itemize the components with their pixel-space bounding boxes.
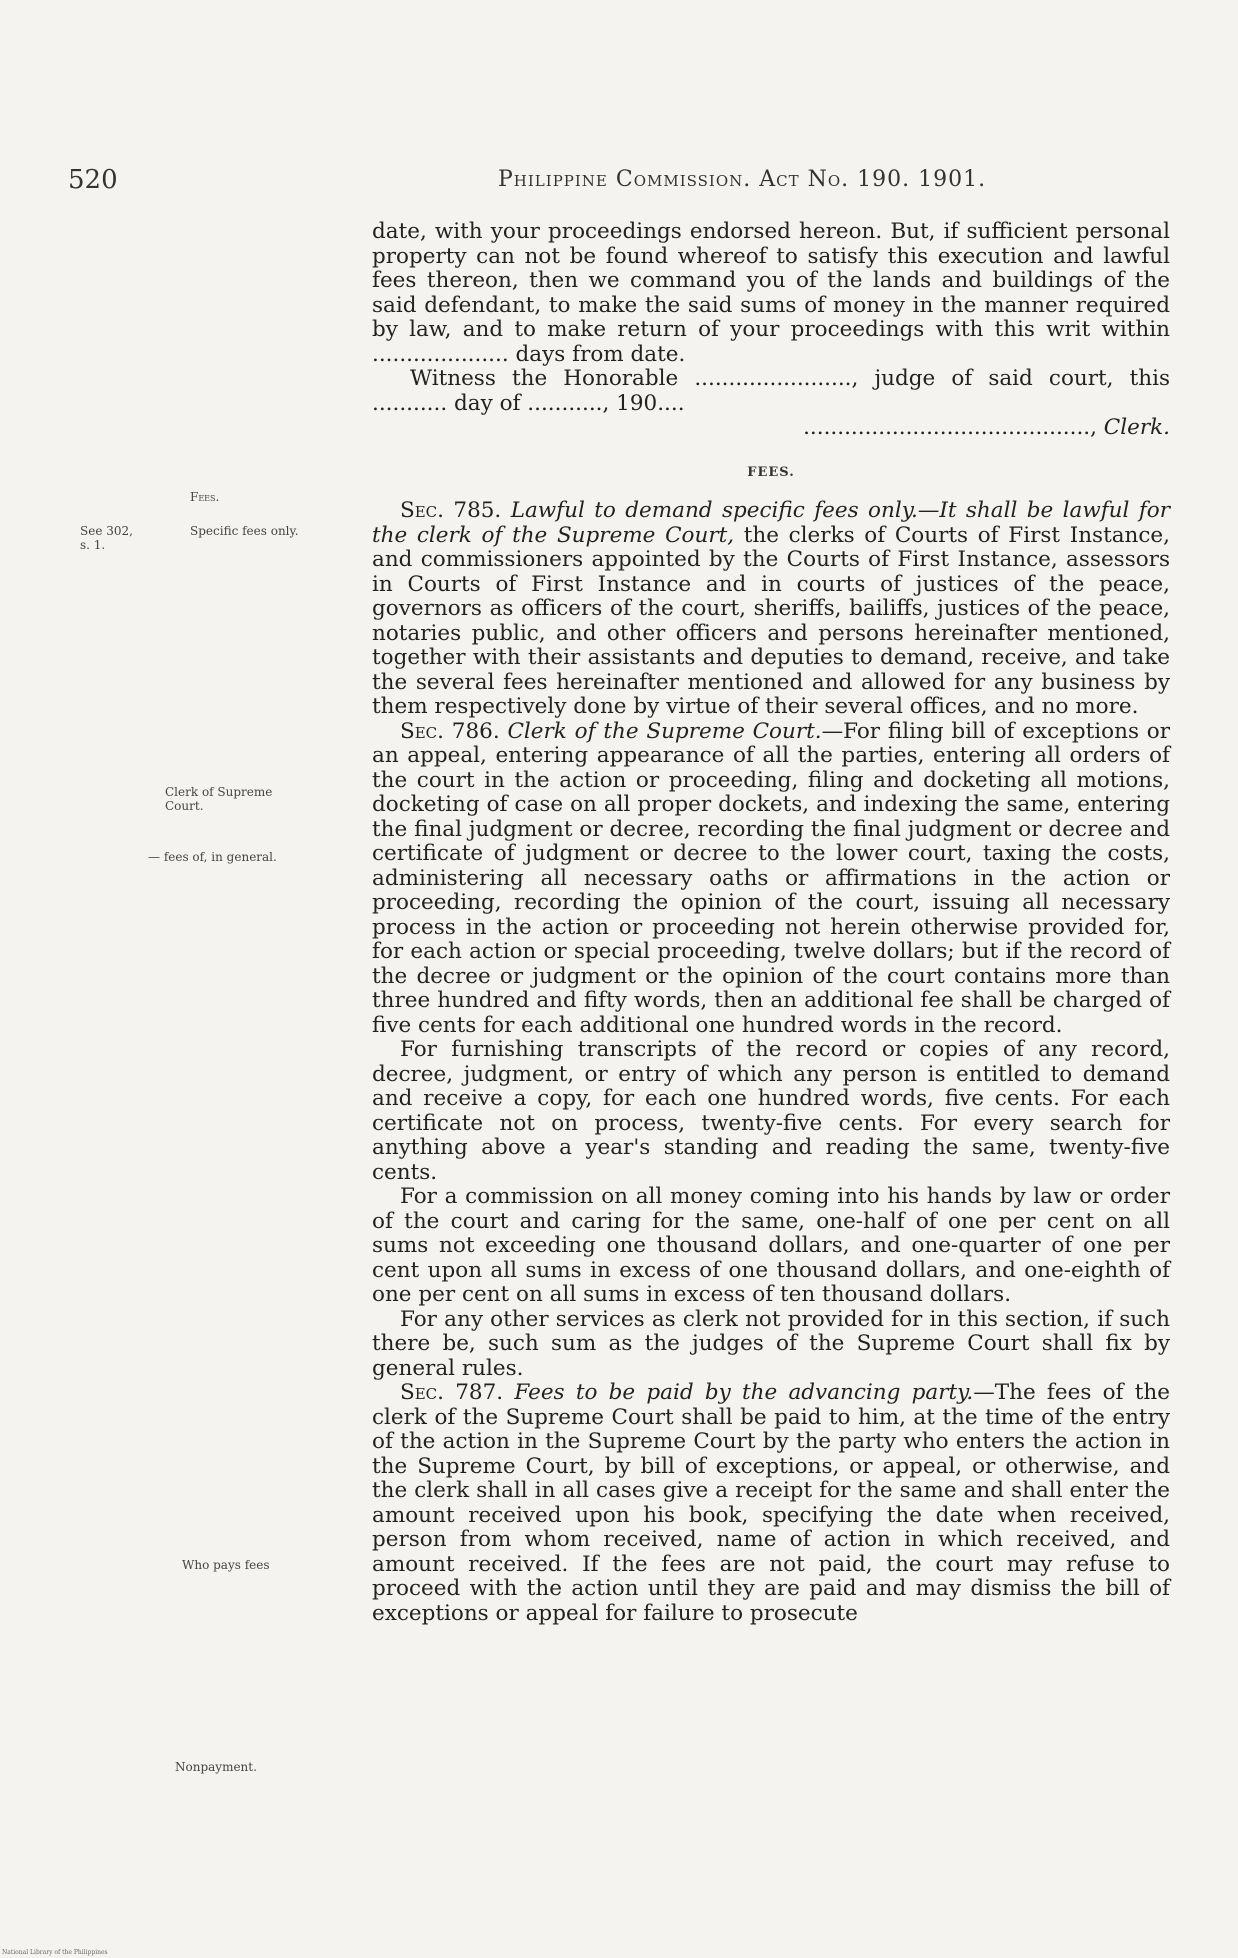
writ-paragraph: date, with your proceedings endorsed hereon. But, if sufficient personal property can not be found whereof to satisfy this execution and lawful fees thereon, then we command you of the lands and buildings of the said defendant, to make the said sums of money in the manner required by law, and to make return of your proceedings with this writ within .................... days from date.	[372, 219, 1170, 367]
sec-785-title: Lawful to demand specific fees only.	[510, 498, 918, 523]
sec-785-label: Sec. 785.	[400, 498, 502, 523]
fees-heading: FEES.	[747, 464, 795, 480]
sec-787	[372, 1381, 1170, 1626]
margin-note-clerk-line2: Court.	[165, 799, 204, 813]
other-services-paragraph: For any other services as clerk not provided for in this section, if such there be, such sum as the judges of the Supreme Court shall fix by general rules.	[372, 1306, 1170, 1381]
page-header	[68, 165, 1068, 197]
margin-note-who-pays: Who pays fees	[182, 1558, 270, 1572]
margin-note-see-ref	[80, 524, 133, 552]
margin-note-specific-fees: Specific fees only.	[190, 524, 299, 538]
running-head: Philippine Commission. Act No. 190. 1901.	[498, 167, 987, 192]
sec-785	[372, 499, 1170, 720]
main-text	[372, 220, 1170, 1626]
margin-note-nonpayment: Nonpayment.	[175, 1760, 257, 1774]
commission-paragraph: For a commission on all money coming into his hands by law or order of the court and caring for the same, one-half of one per cent on all sums not exceeding one thousand dollars, and one-quarter of one per cent upon all sums in excess of one thousand dollars, and one-eighth of one per cent on all sums in excess of ten thousand dollars.	[372, 1184, 1170, 1307]
signature-dots: ..........................................,	[803, 415, 1104, 440]
scan-credit: National Library of the Philippines	[2, 1949, 108, 1956]
signature-clerk: Clerk.	[1103, 415, 1170, 440]
sec-786-title: Clerk of the Supreme Court.	[507, 718, 822, 744]
margin-note-fees: Fees.	[190, 490, 220, 504]
margin-note-clerk-supreme	[165, 785, 272, 813]
sec-785-lead: —It shall be lawful for the clerk of the Supreme Court,	[372, 498, 1170, 548]
sec-787-text: —The fees of the clerk of the Supreme Court shall be paid to him, at the time of the entry of the action in the Supreme Court by the party who enters the action in the Supreme Court, by bill of exceptions, or appeal, or otherwise, and the clerk shall in all cases give a receipt for the same and shall enter the amount received upon his book, specifying the date when received, person from whom received, name of action in which received, and amount received. If the fees are not paid, the court may refuse to proceed with the action until they are paid and may dismiss the bill of exceptions or appeal for failure to prosecute	[372, 1380, 1170, 1626]
sec-785-text: the clerks of Courts of First Instance, and commissioners appointed by the Courts of First Instance, assessors in Courts of First Instance and in courts of justices of the peace, governors as officers of the court, sheriffs, bailiffs, justices of the peace, notaries public, and other officers and persons hereinafter mentioned, together with their assistants and deputies to demand, receive, and take the several fees hereinafter mentioned and allowed for any business by them respectively done by virtue of their several offices, and no more.	[372, 522, 1170, 719]
sec-787-label: Sec. 787.	[400, 1380, 504, 1405]
sec-786-label: Sec. 786.	[400, 718, 500, 744]
margin-note-clerk-line1: Clerk of Supreme	[165, 785, 273, 799]
sec-786-text: —For filing bill of exceptions or an appeal, entering appearance of all the parties, entering all orders of the court in the action or proceeding, filing and docketing all motions, docketing of case on all proper dockets, and indexing the same, entering the final judgment or decree, recording the final judgment or decree and certificate of judgment or decree to the lower court, taxing the costs, administering all necessary oaths or affirmations in the action or proceeding, recording the opinion of the court, issuing all necessary process in the action or proceeding not herein otherwise provided for, for each action or special proceeding, twelve dollars; but if the record of the decree or judgment or the opinion of the court contains more than three hundred and fifty words, then an additional fee shall be charged of five cents for each additional one hundred words in the record.	[372, 718, 1171, 1038]
page-number: 520	[68, 165, 118, 195]
margin-note-see-ref-line2: s. 1.	[80, 538, 106, 552]
witness-line: Witness the Honorable ......................., judge of said court, this ........... day of ..........., 190....	[372, 366, 1170, 416]
clerk-signature-line	[372, 416, 1170, 441]
transcripts-paragraph: For furnishing transcripts of the record or copies of any record, decree, judgment, or entry of which any person is entitled to demand and receive a copy, for each one hundred words, five cents. For each certificate not on process, twenty-five cents. For every search for anything above a year's standing and reading the same, twenty-five cents.	[372, 1037, 1170, 1185]
sec-787-title: Fees to be paid by the advancing party.	[514, 1380, 974, 1405]
margin-note-fees-general: — fees of, in general.	[148, 850, 277, 864]
sec-786	[372, 720, 1170, 1039]
margin-note-see-ref-line1: See 302,	[80, 524, 133, 538]
